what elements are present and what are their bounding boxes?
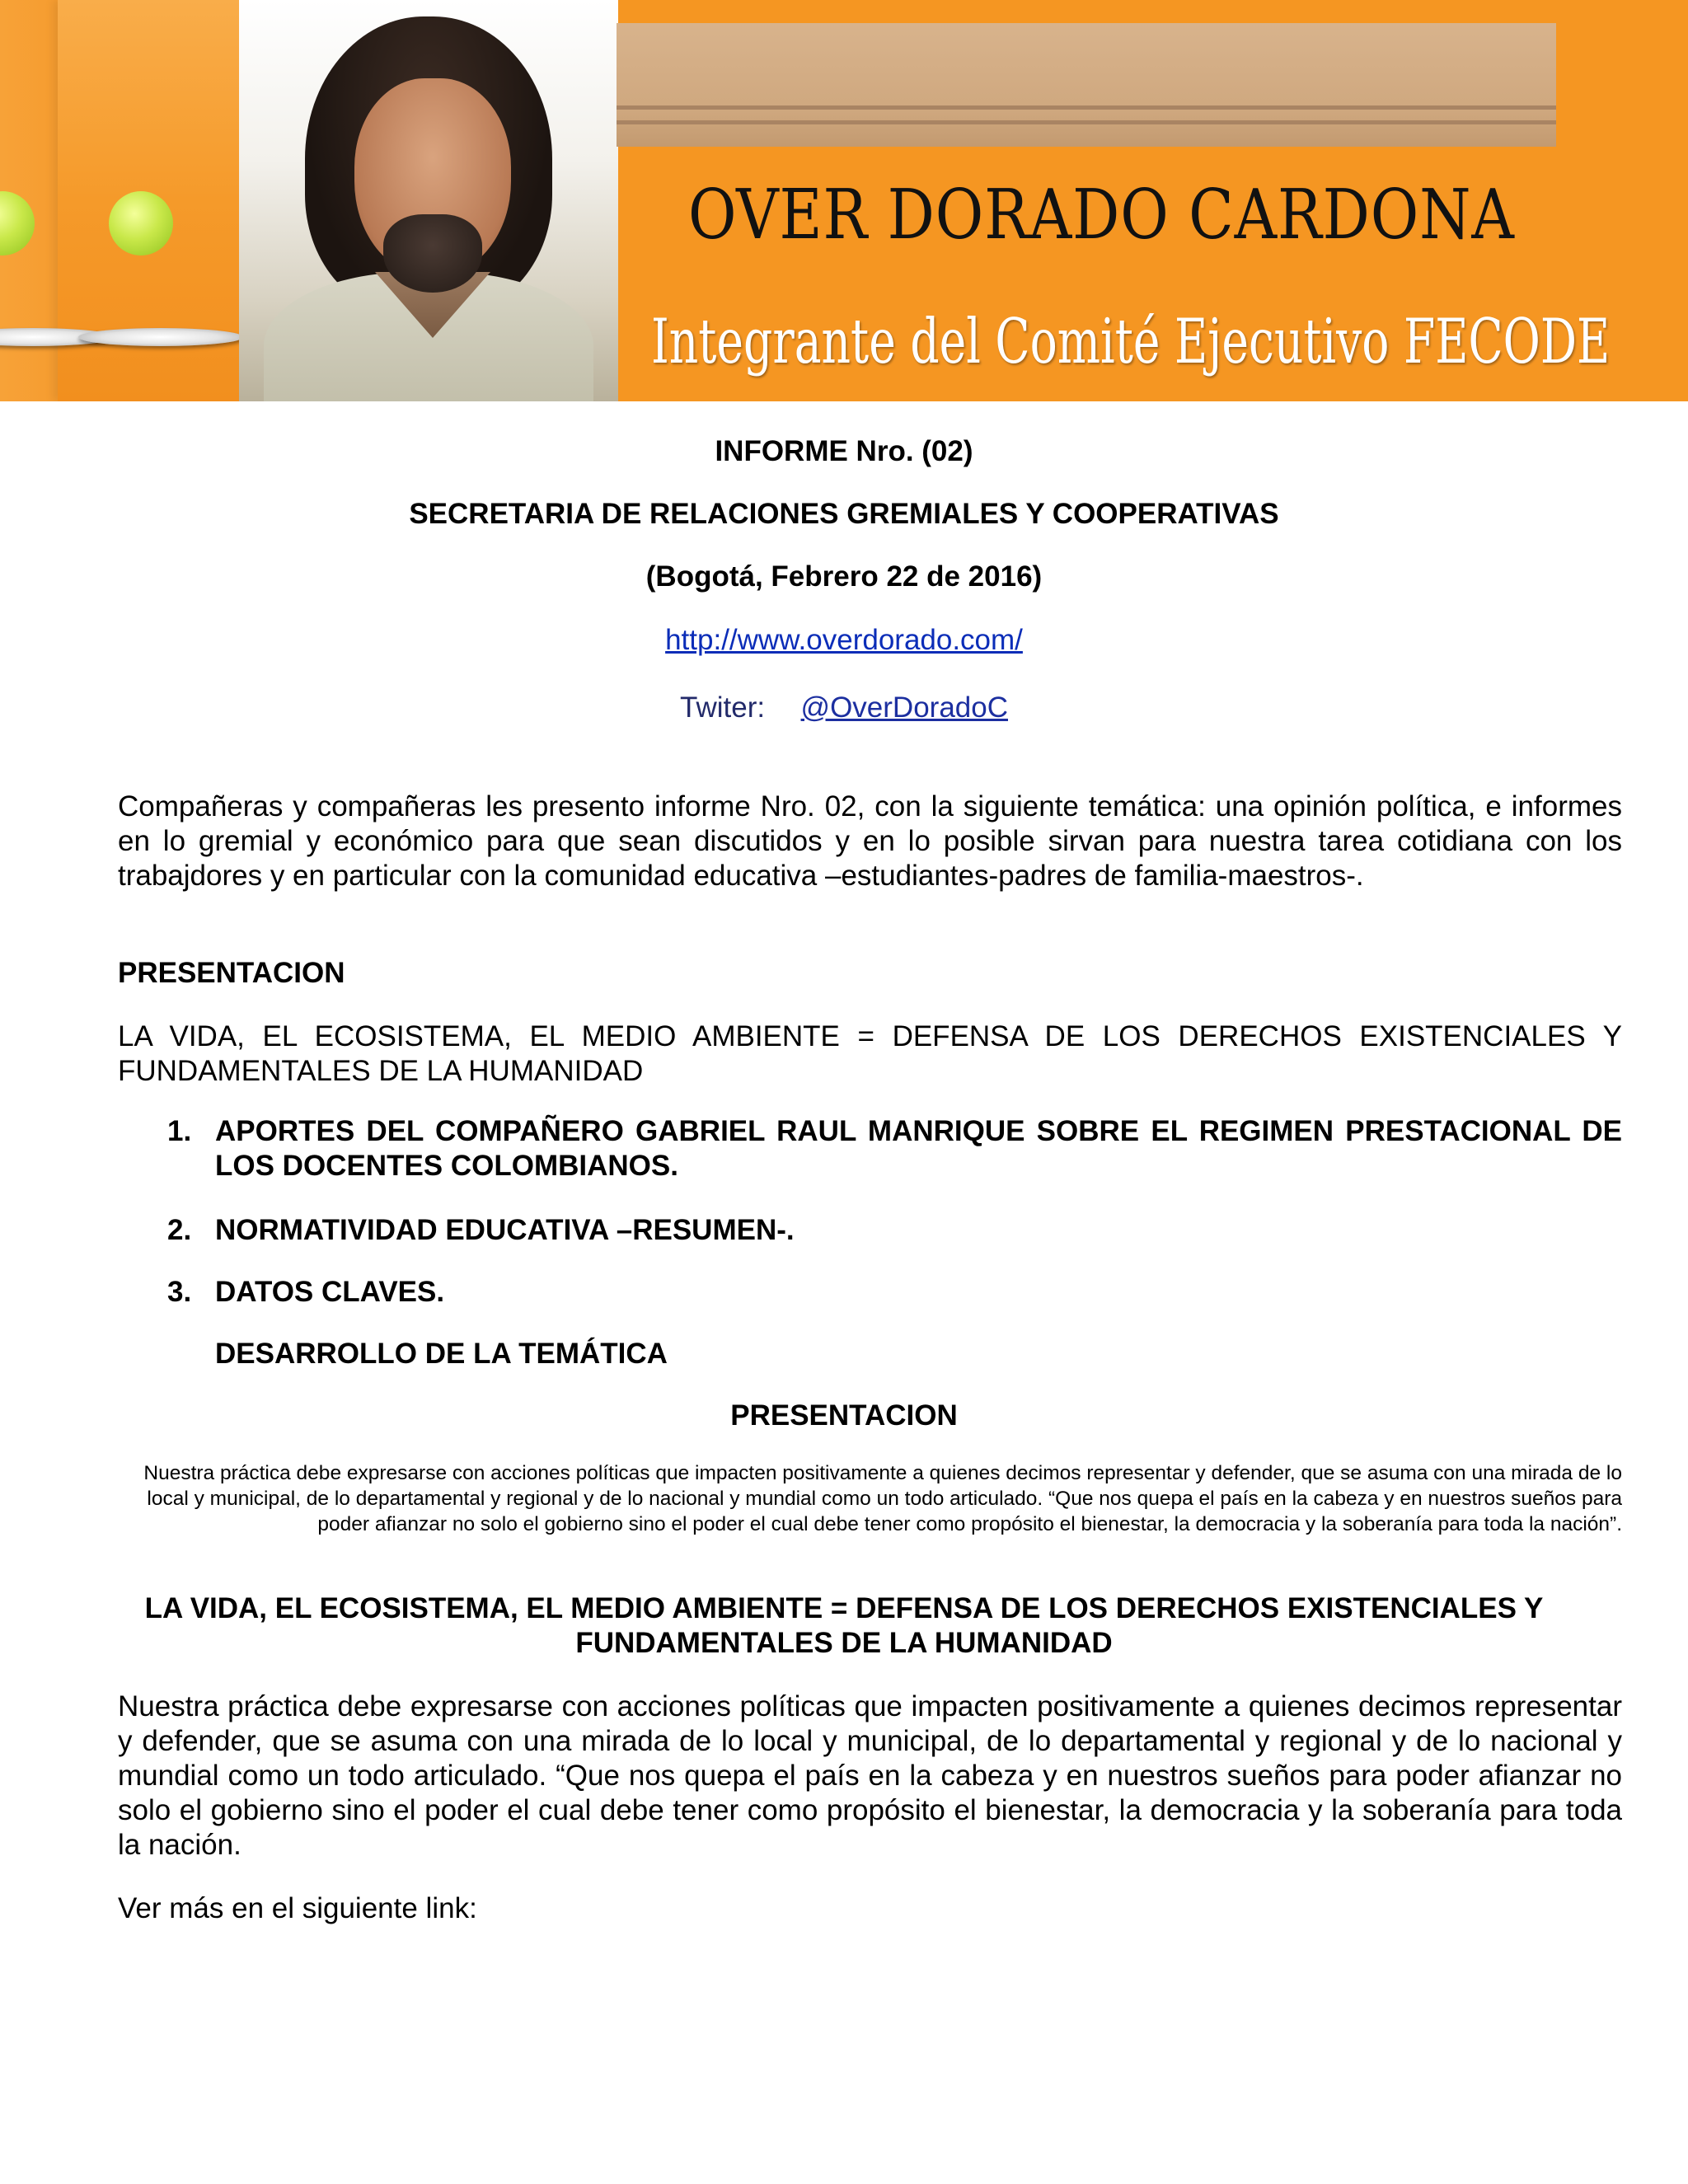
intro-paragraph: Compañeras y compañeras les presento informe Nro. 02, con la siguiente temática: una opinión política, e informes en lo gremial y económico para que sean discutidos y en lo posible sirvan para nuestra tarea cotidiana con los trabajdores y en particular con la comunidad educativa –estudiantes-padres de familia-maestros-.	[118, 790, 1622, 892]
presentacion-heading: PRESENTACION	[118, 957, 345, 989]
desarrollo-heading: DESARROLLO DE LA TEMÁTICA	[215, 1338, 668, 1370]
portrait-photo	[239, 0, 618, 401]
list-item-text: NORMATIVIDAD EDUCATIVA –RESUMEN-.	[215, 1214, 795, 1246]
theme-line: LA VIDA, EL ECOSISTEMA, EL MEDIO AMBIENTE = DEFENSA DE LOS DERECHOS EXISTENCIALES Y FUNDAMENTALES DE LA HUMANIDAD	[118, 1020, 1622, 1087]
twitter-handle-link[interactable]: @OverDoradoC	[800, 691, 1008, 724]
list-item-text: APORTES DEL COMPAÑERO GABRIEL RAUL MANRIQUE SOBRE EL REGIMEN PRESTACIONAL DE LOS DOCENTES COLOMBIANOS.	[215, 1115, 1622, 1182]
website-line	[0, 624, 1688, 657]
list-item-number: 2.	[167, 1214, 192, 1246]
list-item-text: DATOS CLAVES.	[215, 1276, 445, 1308]
banner-name: OVER DORADO CARDONA	[688, 175, 1515, 255]
report-title: INFORME Nro. (02)	[715, 435, 973, 467]
list-item-number: 3.	[167, 1276, 192, 1308]
main-paragraph: Nuestra práctica debe expresarse con acciones políticas que impacten positivamente a quienes decimos representar y defender, que se asuma con una mirada de lo local y municipal, de lo departamental y regional y de lo nacional y mundial como un todo articulado. “Que nos quepa el país en la cabeza y en nuestros sueños para poder afianzar no solo el gobierno sino el poder el cual debe tener como propósito el bienestar, la democracia y la soberanía para toda la nación.	[118, 1690, 1622, 1861]
twitter-label: Twiter:	[680, 691, 766, 724]
theme-heading: LA VIDA, EL ECOSISTEMA, EL MEDIO AMBIENTE = DEFENSA DE LOS DERECHOS EXISTENCIALES Y FUNDAMENTALES DE LA HUMANIDAD	[144, 1592, 1544, 1659]
header-banner	[0, 0, 1688, 401]
disc-decoration	[78, 328, 243, 346]
banner-shelf-decoration	[617, 23, 1556, 147]
website-link[interactable]: http://www.overdorado.com/	[665, 624, 1023, 656]
see-more-text: Ver más en el siguiente link:	[118, 1892, 477, 1924]
green-dot-decoration	[109, 191, 173, 255]
banner-subtitle: Integrante del Comité Ejecutivo FECODE	[651, 305, 1611, 377]
secretariat-title: SECRETARIA DE RELACIONES GREMIALES Y COOPERATIVAS	[409, 498, 1279, 530]
presentacion-center-heading: PRESENTACION	[730, 1399, 958, 1432]
summary-small-paragraph: Nuestra práctica debe expresarse con acciones políticas que impacten positivamente a quienes decimos representar y defender, que se asuma con una mirada de lo local y municipal, de lo departamental y regional y de lo nacional y mundial como un todo articulado. “Que nos quepa el país en la cabeza y en nuestros sueños para poder afianzar no solo el gobierno sino el poder el cual debe tener como propósito el bienestar, la democracia y la soberanía para toda la nación”.	[143, 1462, 1622, 1535]
twitter-line	[0, 691, 1688, 724]
list-item-number: 1.	[167, 1115, 192, 1147]
date-line: (Bogotá, Febrero 22 de 2016)	[645, 560, 1043, 593]
